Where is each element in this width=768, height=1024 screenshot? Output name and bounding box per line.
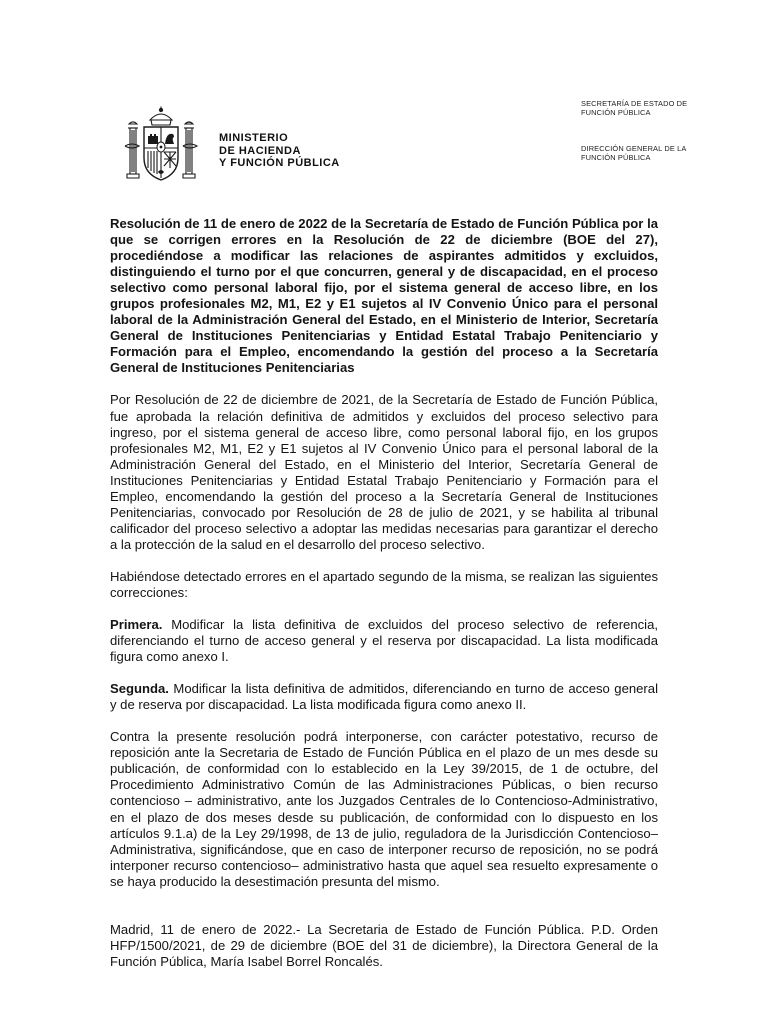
correction-segunda-label: Segunda. (110, 681, 169, 697)
document-body (110, 216, 658, 986)
correction-primera-label: Primera. (110, 617, 163, 633)
correction-primera-text: Modificar la lista definitiva de excluidos del proceso selectivo de referencia, diferenciando el turno de acceso general y el reserva por discapacidad. La lista modificada figura como anexo I. (110, 617, 658, 665)
ministry-name-line-2: DE HACIENDA (219, 144, 301, 157)
resolution-title: Resolución de 11 de enero de 2022 de la Secretaría de Estado de Función Pública por la que se corrigen errores en la Resolución de 22 de diciembre (BOE del 27), procediéndose a modificar las relaciones de aspirantes admitidos y excluidos, distinguiendo el turno por el que concurren, general y de discapacidad, en el proceso selectivo como personal laboral fijo, por el sistema general de acceso libre, en los grupos profesionales M2, M1, E2 y E1 sujetos al IV Convenio Único para el personal laboral de la Administración General del Estado, en el Ministerio de Interior, Secretaría General de Instituciones Penitenciarias y Entidad Estatal Trabajo Penitenciario y Formación para el Empleo, encomendando la gestión del proceso a la Secretaría General de Instituciones Penitenciarias (110, 216, 658, 376)
secretaria-estado-line-1: SECRETARÍA DE ESTADO DE (581, 99, 688, 108)
direccion-general-heading (581, 144, 686, 162)
correction-segunda (110, 681, 658, 713)
coat-of-arms-icon (122, 106, 200, 186)
direccion-general-line-2: FUNCIÓN PÚBLICA (581, 153, 651, 162)
secretaria-estado-line-2: FUNCIÓN PÚBLICA (581, 108, 651, 117)
signature-closing: Madrid, 11 de enero de 2022.- La Secretaria de Estado de Función Pública. P.D. Orden HFP/1500/2021, de 29 de diciembre (BOE del 31 de diciembre), la Directora General de la Función Pública, María Isabel Borrel Roncalés. (110, 921, 658, 969)
ministry-name-line-1: MINISTERIO (219, 132, 289, 144)
letterhead (0, 0, 768, 190)
correction-primera (110, 617, 658, 665)
correction-segunda-text: Modificar la lista definitiva de admitidos, diferenciando en turno de acceso general y de reserva por discapacidad. La lista modificada figura como anexo II. (110, 681, 658, 713)
ministry-name-line-3: Y FUNCIÓN PÚBLICA (219, 157, 340, 169)
direccion-general-line-1: DIRECCIÓN GENERAL DE LA (581, 144, 687, 153)
ministry-name (219, 132, 340, 170)
paragraph-background: Por Resolución de 22 de diciembre de 2021, de la Secretaría de Estado de Función Pública, fue aprobada la relación definitiva de admitidos y excluidos del proceso selectivo para ingreso, por el sistema general de acceso libre, como personal laboral fijo, en los grupos profesionales M2, M1, E2 y E1 sujetos al IV Convenio Único para el personal laboral de la Administración General del Estado, en el Ministerio del Interior, Secretaría General de Instituciones Penitenciarias y Entidad Estatal Trabajo Penitenciario y Formación para el Empleo, encomendando la gestión del proceso a la Secretaría General de Instituciones Penitenciarias, convocado por Resolución de 28 de julio de 2021, y se habilita al tribunal calificador del proceso selectivo a adoptar las medidas necesarias para garantizar el derecho a la protección de la salud en el desarrollo del proceso selectivo. (110, 392, 658, 552)
paragraph-appeal: Contra la presente resolución podrá interponerse, con carácter potestativo, recurso de reposición ante la Secretaria de Estado de Función Pública en el plazo de un mes desde su publicación, de conformidad con lo establecido en la Ley 39/2015, de 1 de octubre, del Procedimiento Administrativo Común de las Administraciones Públicas, o bien recurso contencioso – administrativo, ante los Juzgados Centrales de lo Contencioso-Administrativo, en el plazo de dos meses desde su publicación, de conformidad con lo dispuesto en los artículos 9.1.a) de la Ley 29/1998, de 13 de julio, reguladora de la Jurisdicción Contencioso–Administrativa, significándose, que en caso de interponer recurso de reposición, no se podrá interponer recurso contencioso– administrativo hasta que aquel sea resuelto expresamente o se haya producido la desestimación presunta del mismo. (110, 729, 658, 889)
paragraph-errors-detected: Habiéndose detectado errores en el apartado segundo de la misma, se realizan las siguientes correcciones: (110, 568, 658, 600)
secretaria-estado-heading (581, 99, 687, 117)
